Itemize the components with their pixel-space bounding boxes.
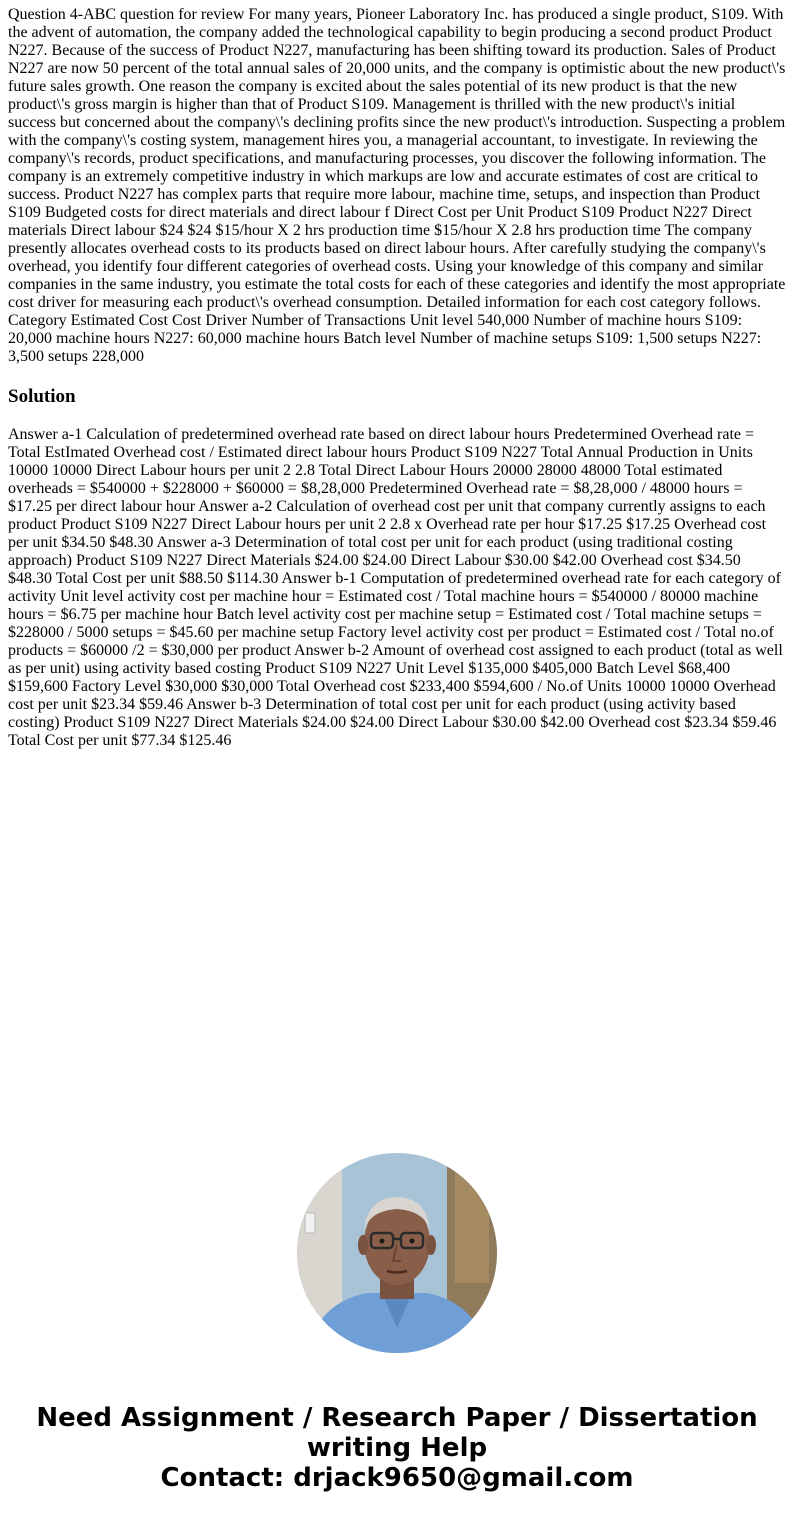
- promo-line-1: Need Assignment / Research Paper / Dissertation: [36, 1403, 758, 1433]
- promo-line-2: writing Help: [306, 1433, 488, 1463]
- question-text: Question 4-ABC question for review For many years, Pioneer Laboratory Inc. has produced a single product, S109. With the advent of automation, the company added the technological capability to begin producing a second product Product N227. Because of the success of Product N227, manufacturing has been shifting toward its production. Sales of Product N227 are now 50 percent of the total annual sales of 20,000 units, and the company is optimistic about the new product\'s future sales growth. One reason the company is excited about the sales potential of its new product is that the new product\'s gross margin is higher than that of Product S109. Management is thrilled with the new product\'s initial success but concerned about the company\'s declining profits since the new product\'s introduction. Suspecting a problem with the company\'s costing system, management hires you, a managerial accountant, to investigate. In reviewing the company\'s records, product specifications, and manufacturing processes, you discover the following information. The company is an extremely competitive industry in which markups are low and accurate estimates of cost are critical to success. Product N227 has complex parts that require more labour, machine time, setups, and inspection than Product S109 Budgeted costs for direct materials and direct labour f Direct Cost per Unit Product S109 Product N227 Direct materials Direct labour $24 $24 $15/hour X 2 hrs production time $15/hour X 2.8 hrs production time The company presently allocates overhead costs to its products based on direct labour hours. After carefully studying the company\'s overhead, you identify four different categories of overhead costs. Using your knowledge of this company and similar companies in the same industry, you estimate the total costs for each of these categories and identify the most appropriate cost driver for measuring each product\'s overhead consumption. Detailed information for each cost category follows. Category Estimated Cost Cost Driver Number of Transactions Unit level 540,000 Number of machine hours S109: 20,000 machine hours N227: 60,000 machine hours Batch level Number of machine setups S109: 1,500 setups N227: 3,500 setups 228,000: [8, 6, 786, 365]
- document-content: [8, 6, 786, 750]
- promo-banner: [0, 1403, 794, 1493]
- solution-text: Answer a-1 Calculation of predetermined overhead rate based on direct labour hours Predetermined Overhead rate = Total EstImated Overhead cost / Estimated direct labour hours Product S109 N227 Total Annual Production in Units 10000 10000 Direct Labour hours per unit 2 2.8 Total Direct Labour Hours 20000 28000 48000 Total estimated overheads = $540000 + $228000 + $60000 = $8,28,000 Predetermined Overhead rate = $8,28,000 / 48000 hours = $17.25 per direct labour hour Answer a-2 Calculation of overhead cost per unit that company currently assigns to each product Product S109 N227 Direct Labour hours per unit 2 2.8 x Overhead rate per hour $17.25 $17.25 Overhead cost per unit $34.50 $48.30 Answer a-3 Determination of total cost per unit for each product (using traditional costing approach) Product S109 N227 Direct Materials $24.00 $24.00 Direct Labour $30.00 $42.00 Overhead cost $34.50 $48.30 Total Cost per unit $88.50 $114.30 Answer b-1 Computation of predetermined overhead rate for each category of activity Unit level activity cost per machine hour = Estimated cost / Total machine hours = $540000 / 80000 machine hours = $6.75 per machine hour Batch level activity cost per machine setup = Estimated cost / Total machine setups = $228000 / 5000 setups = $45.60 per machine setup Factory level activity cost per product = Estimated cost / Total no.of products = $60000 /2 = $30,000 per product Answer b-2 Amount of overhead cost assigned to each product (total as well as per unit) using activity based costing Product S109 N227 Unit Level $135,000 $405,000 Batch Level $68,400 $159,600 Factory Level $30,000 $30,000 Total Overhead cost $233,400 $594,600 / No.of Units 10000 10000 Overhead cost per unit $23.34 $59.46 Answer b-3 Determination of total cost per unit for each product (using activity based costing) Product S109 N227 Direct Materials $24.00 $24.00 Direct Labour $30.00 $42.00 Overhead cost $23.34 $59.46 Total Cost per unit $77.34 $125.46: [8, 426, 783, 749]
- promo-contact: Contact: drjack9650@gmail.com: [160, 1463, 634, 1493]
- solution-heading: Solution: [8, 386, 76, 407]
- author-avatar: [297, 1153, 497, 1353]
